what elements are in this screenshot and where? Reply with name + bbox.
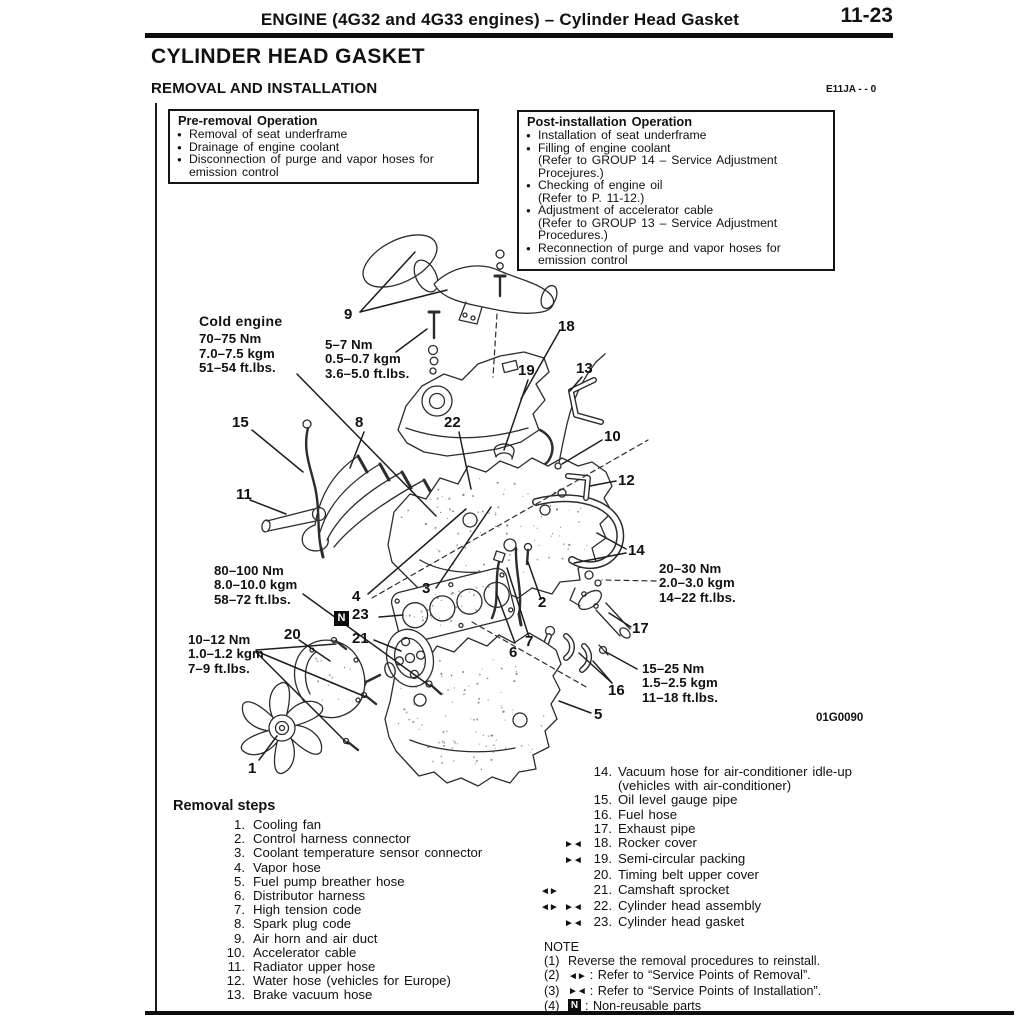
note-prefix: (1) [544,954,560,968]
install-marker-icon [564,765,588,793]
parts-list-row [540,883,852,899]
part-number: 18. [593,835,612,851]
figure-code: 01G0090 [816,712,864,724]
note-text: : Refer to “Service Points of Installation”. [589,983,822,998]
note-row [544,954,821,968]
removal-step-row [175,917,482,931]
install-marker-icon [564,883,588,899]
step-number: 10. [226,944,245,960]
removal-step-row [175,818,482,832]
install-marker-icon: ►◄ [564,855,582,867]
oil-gauge-pipe-drawing [303,420,323,557]
part-label: Cylinder head gasket [618,914,745,930]
removal-marker-icon [540,868,564,882]
step-label: Control harness connector [253,831,411,847]
operation-line: ● Installation of seat underframe [527,129,827,142]
callout-19: 19 [518,362,535,379]
callout-13: 13 [576,360,593,377]
operation-line: ● Checking of engine oil [527,179,827,192]
install-marker-icon [564,793,588,807]
removal-marker-icon [540,822,564,836]
part-number: 17. [593,820,612,836]
step-number: 9. [234,930,245,946]
non-reusable-badge: N [568,999,581,1012]
torque-line: 5–7 Nm [325,337,373,352]
removal-step-row [175,903,482,917]
note-prefix: (4) [544,999,560,1013]
note-row [544,984,821,1000]
step-label: Coolant temperature sensor connector [253,845,483,861]
step-number: 5. [234,873,245,889]
part-label: Camshaft sprocket [618,881,730,897]
torque-cold-engine [199,314,282,375]
part-number: 16. [593,806,612,822]
note-text: Reverse the removal procedures to reinstall. [568,954,821,968]
parts-list-row [540,852,852,868]
removal-marker-icon [540,836,564,852]
parts-list-row [540,808,852,822]
removal-steps-title: Removal steps [173,798,276,814]
callout-15: 15 [232,414,249,431]
callout-5: 5 [594,706,603,723]
removal-step-row [175,889,482,903]
step-number: 8. [234,916,245,932]
note-row [544,999,821,1013]
torque-line: 58–72 ft.lbs. [214,591,291,607]
operation-line: ● Disconnection of purge and vapor hoses for [178,153,471,166]
part-number: 22. [593,897,612,913]
torque-cold-engine-heading: Cold engine [199,313,283,329]
callout-3: 3 [422,580,431,597]
torque-fuel-fittings [642,662,718,705]
step-label: Water hose (vehicles for Europe) [253,973,451,989]
torque-line: 8.0–10.0 kgm [214,577,298,593]
removal-marker-icon [540,765,564,793]
install-marker-icon [564,868,588,882]
post-installation-title: Post-installation Operation [527,114,693,129]
removal-step-row [175,974,482,988]
step-label: Air horn and air duct [253,930,378,946]
callout-6: 6 [509,644,518,661]
torque-line: 11–18 ft.lbs. [642,689,719,705]
step-label: Radiator upper hose [253,959,376,975]
parts-list-row [540,915,852,931]
torque-line: 20–30 Nm [659,561,722,576]
step-number: 12. [226,973,245,989]
part-label: Oil level gauge pipe [618,792,738,808]
step-label: Distributor harness [253,888,366,904]
torque-line: 1.0–1.2 kgm [188,646,264,662]
callout-9: 9 [344,306,353,323]
parts-list-row [540,822,852,836]
callout-11: 11 [236,486,252,503]
note-prefix: (2) [544,968,560,982]
removal-marker-icon: ◄► [540,885,558,897]
removal-step-row [175,861,482,875]
operation-line: (Refer to P. 11-12.) [538,190,645,205]
step-label: Brake vacuum hose [253,987,373,1003]
install-marker-icon: ►◄ [568,986,586,997]
removal-step-row [175,846,482,860]
callout-12: 12 [618,472,635,489]
torque-line: 2.0–3.0 kgm [659,575,735,591]
step-number: 2. [234,831,245,847]
parts-list-row [540,868,852,882]
step-label: Cooling fan [253,817,322,832]
torque-cover-bolts [188,633,264,676]
removal-step-row [175,960,482,974]
part-label: Timing belt upper cover [618,867,759,883]
operation-line: (Refer to GROUP 14 – Service Adjustment [538,153,778,167]
part-label: Rocker cover [618,835,697,851]
callout-22: 22 [444,414,461,431]
callout-8: 8 [355,414,364,431]
fuel-hose-drawing [566,636,608,670]
callout-10: 10 [604,428,621,445]
part-number: 21. [593,881,612,897]
air-duct-drawing [355,224,560,324]
note-prefix: (3) [544,983,560,998]
removal-marker-icon: ◄► [540,901,558,913]
step-number: 13. [226,987,245,1003]
callout-4: 4 [352,588,361,605]
install-marker-icon [564,822,588,836]
torque-line: 7.0–7.5 kgm [199,345,275,361]
operation-line: ● Filling of engine coolant [527,142,827,155]
torque-line: 10–12 Nm [188,632,251,647]
part-number: 23. [593,914,612,930]
removal-step-row [175,946,482,960]
note-block [544,940,821,1013]
parts-list [540,765,852,931]
torque-line: 80–100 Nm [214,563,284,578]
part-label: Exhaust pipe [618,820,696,836]
part-number: 15. [593,792,612,808]
step-label: Spark plug code [253,916,352,932]
note-text: : Non-reusable parts [585,999,702,1013]
operation-line: ● Reconnection of purge and vapor hoses for [527,242,827,255]
torque-head-bolts [214,564,297,607]
note-text: : Refer to “Service Points of Removal”. [589,968,811,982]
doc-code: E11JA - - 0 [826,84,877,95]
install-marker-icon: ►◄ [564,839,582,851]
removal-marker-icon [540,915,564,931]
torque-line: 51–54 ft.lbs. [199,359,276,375]
callout-23: N 23 [334,606,369,626]
removal-marker-icon [540,852,564,868]
page-number: 11-23 [840,4,893,27]
part-label: Semi-circular packing [618,851,746,867]
operation-line: ● Adjustment of accelerator cable [527,204,827,217]
install-marker-icon: ►◄ [564,918,582,930]
torque-exhaust-nuts [659,562,736,605]
install-marker-icon: ►◄ [564,901,582,913]
removal-marker-icon [540,808,564,822]
operation-line: (Refer to GROUP 13 – Service Adjustment [538,215,778,230]
torque-rocker-bolts [325,338,409,381]
step-number: 6. [234,888,245,904]
callout-2: 2 [538,594,547,611]
callout-18: 18 [558,318,575,335]
removal-marker-icon: ◄► [568,970,586,982]
torque-line: 70–75 Nm [199,331,262,347]
part-label: Vacuum hose for air-conditioner idle-up (vehicles with air-conditioner) [618,764,852,794]
callout-20: 20 [284,626,301,643]
radiator-hose-drawing [261,508,325,533]
parts-list-row [540,793,852,807]
callout-16: 16 [608,682,625,699]
removal-steps-list [175,818,482,1003]
part-number: 20. [593,867,612,883]
step-number: 4. [234,859,245,875]
exhaust-pipe-drawing [570,571,632,640]
part-label-continuation: (vehicles with air-conditioner) [618,778,792,794]
removal-marker-icon [540,793,564,807]
torque-line: 1.5–2.5 kgm [642,675,718,691]
part-label: Cylinder head assembly [618,897,762,913]
brake-vacuum-pipe-drawing [571,380,601,422]
operation-line: emission control [538,253,628,267]
callout-1: 1 [248,760,257,777]
callout-17: 17 [632,620,649,637]
note-row [544,968,821,984]
install-marker-icon [564,808,588,822]
page-header-title: ENGINE (4G32 and 4G33 engines) – Cylinder Head Gasket [260,10,740,29]
step-label: Accelerator cable [253,944,357,960]
removal-step-row [175,988,482,1002]
section-title: CYLINDER HEAD GASKET [151,45,426,68]
operation-line: ● Drainage of engine coolant [178,141,471,154]
note-lines [544,954,821,1013]
operation-line: ● Removal of seat underframe [178,128,471,141]
subsection-title: REMOVAL AND INSTALLATION [151,80,378,97]
torque-line: 14–22 ft.lbs. [659,589,736,605]
torque-line: 3.6–5.0 ft.lbs. [325,365,410,381]
parts-list-row [540,765,852,793]
removal-step-row [175,932,482,946]
step-label: High tension code [253,902,362,918]
operation-line: Procejures.) [538,165,604,180]
non-reusable-badge: N [334,611,349,626]
step-label: Vapor hose [253,859,321,875]
step-number: 11. [227,959,245,975]
part-number: 14. [593,764,612,779]
torque-line: 15–25 Nm [642,661,705,676]
removal-step-row [175,832,482,846]
note-title: NOTE [544,940,579,954]
callout-14: 14 [628,542,645,559]
parts-list-row [540,899,852,915]
step-label: Fuel pump breather hose [253,873,405,889]
callout-7: 7 [525,633,534,650]
torque-line: 7–9 ft.lbs. [188,660,250,676]
removal-step-row [175,875,482,889]
operation-line: Procedures.) [538,228,608,242]
operation-line: emission control [189,164,279,179]
step-number: 7. [234,902,245,918]
callout-21: 21 [352,630,369,647]
pre-removal-title: Pre-removal Operation [178,113,318,128]
part-number: 19. [593,851,612,867]
part-label: Fuel hose [618,806,678,822]
parts-list-row [540,836,852,852]
step-number: 1. [234,817,245,832]
step-number: 3. [234,845,245,861]
torque-line: 0.5–0.7 kgm [325,351,401,367]
